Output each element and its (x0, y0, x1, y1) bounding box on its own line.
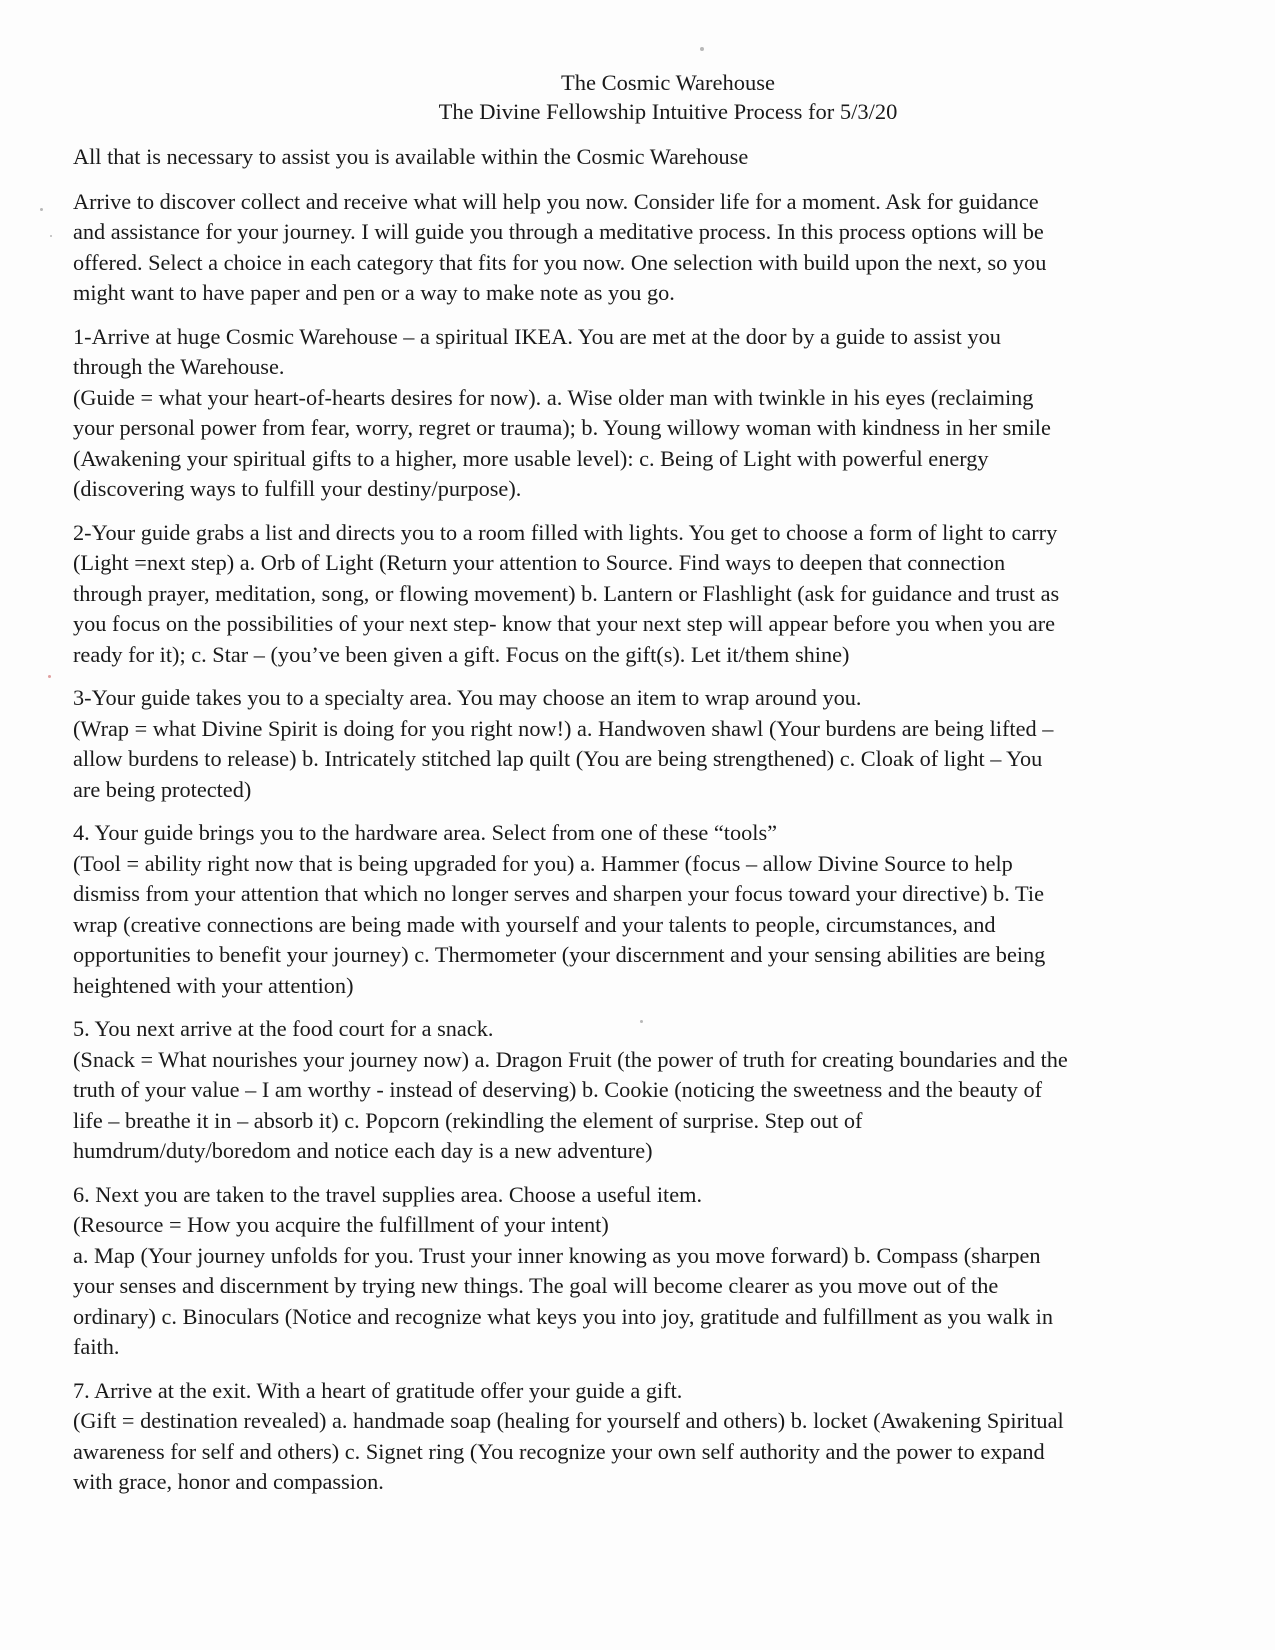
text-line: your senses and discernment by trying new things. The goal will become clearer as you move out of the (73, 1273, 999, 1298)
text-line: (discovering ways to fulfill your destiny/purpose). (73, 476, 522, 501)
text-line: (Gift = destination revealed) a. handmade soap (healing for yourself and others) b. locket (Awakening Spiritual (73, 1408, 1064, 1433)
paragraph-step-6 (73, 1180, 1203, 1363)
document-body (73, 68, 1203, 1498)
text-line: with grace, honor and compassion. (73, 1469, 384, 1494)
text-line: 4. Your guide brings you to the hardware area. Select from one of these “tools” (73, 820, 778, 845)
document-title: The Cosmic Warehouse (561, 70, 775, 95)
scan-speck (700, 47, 704, 51)
paragraph-step-1 (73, 322, 1203, 505)
text-line: humdrum/duty/boredom and notice each day is a new adventure) (73, 1138, 653, 1163)
text-line: dismiss from your attention that which no longer serves and sharpen your focus toward your directive) b. Tie (73, 881, 1044, 906)
intro-paragraph (73, 142, 1203, 173)
text-line: (Resource = How you acquire the fulfillment of your intent) (73, 1212, 609, 1237)
text-line: and assistance for your journey. I will guide you through a meditative process. In this process options will be (73, 219, 1044, 244)
paragraph-step-7 (73, 1376, 1203, 1498)
text-line: opportunities to benefit your journey) c. Thermometer (your discernment and your sensing abilities are being (73, 942, 1046, 967)
text-line: (Guide = what your heart-of-hearts desires for now). a. Wise older man with twinkle in his eyes (reclaiming (73, 384, 1034, 410)
paragraph-step-2 (73, 518, 1203, 671)
text-line: offered. Select a choice in each category that fits for you now. One selection with build upon the next, so you (73, 249, 1047, 275)
text-line: a. Map (Your journey unfolds for you. Trust your inner knowing as you move forward) b. Compass (sharpen (73, 1242, 1041, 1268)
text-line: (Awakening your spiritual gifts to a higher, more usable level): c. Being of Light with powerful energy (73, 445, 989, 471)
text-line: Arrive to discover collect and receive what will help you now. Consider life for a moment. Ask for guidance (73, 188, 1039, 214)
paragraph-step-3 (73, 683, 1203, 805)
text-line: through prayer, meditation, song, or flowing movement) b. Lantern or Flashlight (ask for guidance and trust as (73, 580, 1060, 606)
text-line: 3-Your guide takes you to a specialty area. You may choose an item to wrap around you. (73, 685, 862, 710)
paragraph-step-4 (73, 818, 1203, 1001)
text-line: through the Warehouse. (73, 354, 285, 379)
intro-line: All that is necessary to assist you is available within the Cosmic Warehouse (73, 144, 749, 169)
scan-speck (48, 675, 51, 678)
document-header (133, 68, 1203, 126)
scan-speck (40, 208, 43, 211)
text-line: awareness for self and others) c. Signet ring (You recognize your own self authority and the power to expand (73, 1438, 1045, 1464)
text-line: 2-Your guide grabs a list and directs you to a room filled with lights. You get to choose a form of light to carry (73, 519, 1058, 545)
text-line: heightened with your attention) (73, 972, 354, 998)
text-line: are being protected) (73, 776, 252, 802)
text-line: 6. Next you are taken to the travel supplies area. Choose a useful item. (73, 1181, 703, 1207)
text-line: (Tool = ability right now that is being upgraded for you) a. Hammer (focus – allow Divine Source to help (73, 850, 1013, 876)
text-line: ready for it); c. Star – (you’ve been given a gift. Focus on the gift(s). Let it/them shine) (73, 641, 850, 667)
paragraph-step-5 (73, 1014, 1203, 1167)
text-line: (Light =next step) a. Orb of Light (Return your attention to Source. Find ways to deepen that connection (73, 550, 1006, 575)
text-line: allow burdens to release) b. Intricately stitched lap quilt (You are being strengthened) c. Cloak of light – You (73, 746, 1043, 771)
text-line: 5. You next arrive at the food court for a snack. (73, 1016, 494, 1041)
document-subtitle: The Divine Fellowship Intuitive Process for 5/3/20 (438, 99, 898, 124)
scan-speck (50, 235, 52, 237)
text-line: 7. Arrive at the exit. With a heart of gratitude offer your guide a gift. (73, 1377, 683, 1403)
text-line: you focus on the possibilities of your next step- know that your next step will appear before you when you are (73, 611, 1056, 636)
text-line: life – breathe it in – absorb it) c. Popcorn (rekindling the element of surprise. Step out of (73, 1107, 863, 1133)
text-line: your personal power from fear, worry, regret or trauma); b. Young willowy woman with kindness in her smile (73, 415, 1051, 440)
text-line: (Wrap = what Divine Spirit is doing for you right now!) a. Handwoven shawl (Your burdens are being lifted – (73, 715, 1054, 741)
text-line: wrap (creative connections are being made with yourself and your talents to people, circumstances, and (73, 911, 996, 937)
text-line: ordinary) c. Binoculars (Notice and recognize what keys you into joy, gratitude and fulfillment as you walk in (73, 1303, 1053, 1329)
text-line: 1-Arrive at huge Cosmic Warehouse – a spiritual IKEA. You are met at the door by a guide to assist you (73, 323, 1001, 349)
paragraph-opening (73, 187, 1203, 309)
text-line: (Snack = What nourishes your journey now) a. Dragon Fruit (the power of truth for creating boundaries and the (73, 1046, 1068, 1072)
text-line: truth of your value – I am worthy - instead of deserving) b. Cookie (noticing the sweetness and the beauty of (73, 1077, 1043, 1102)
text-line: faith. (73, 1334, 120, 1359)
text-line: might want to have paper and pen or a way to make note as you go. (73, 280, 675, 305)
